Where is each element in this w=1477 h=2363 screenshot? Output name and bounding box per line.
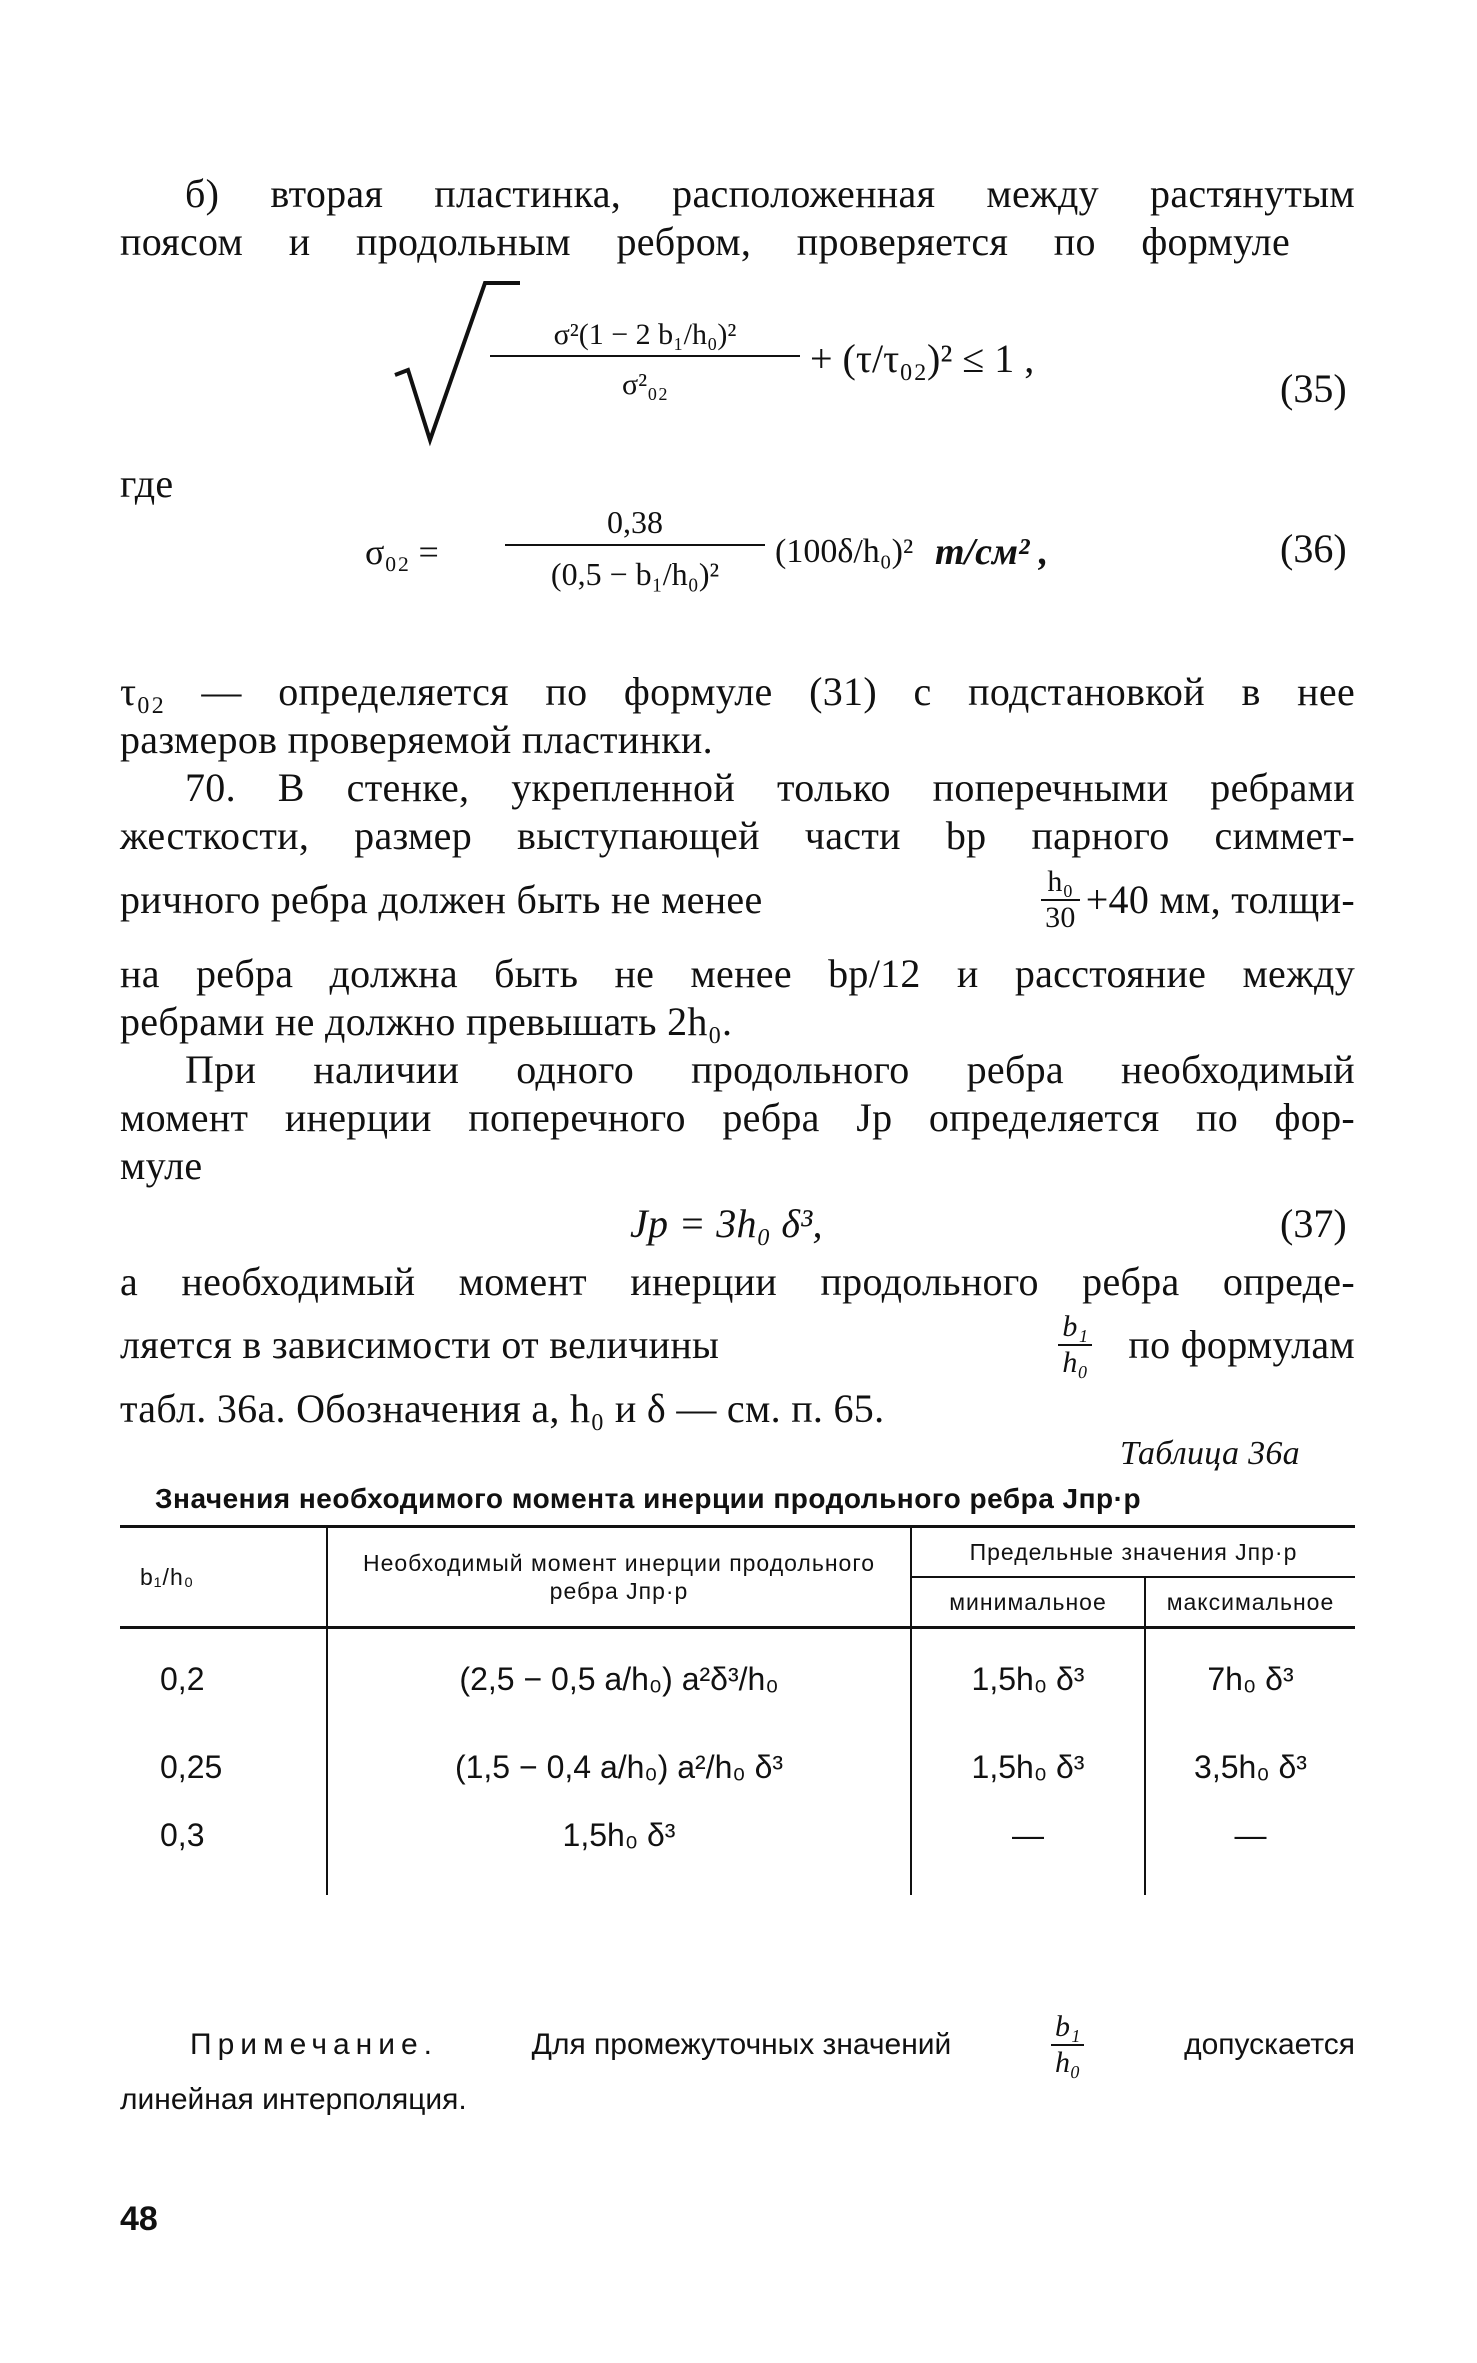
table-row — [120, 1795, 1355, 1895]
formula-35-rest: + (τ/τ₀₂)² ≤ 1 , — [810, 336, 1035, 381]
paragraph-b-line2: поясом и продольным ребром, проверяется по формуле — [120, 219, 1290, 264]
table-36a — [120, 1525, 1355, 1895]
equation-number-35: (35) — [1280, 366, 1347, 411]
formula-35-denominator: σ²₀₂ — [621, 368, 669, 401]
para-after-line2-text-a: ляется в зависимости от величины — [120, 1322, 720, 1367]
header-max: максимальное — [1145, 1577, 1355, 1628]
row2-moment: (1,5 − 0,4 a/h₀) a²/h₀ δ³ — [327, 1707, 911, 1795]
note-fraction-denominator: h₀ — [1054, 2046, 1081, 2079]
para-after-line2 — [120, 1305, 1355, 1385]
para70-fraction — [1041, 865, 1080, 935]
para-after-fraction — [1058, 1310, 1092, 1380]
para70-fraction-denominator: 30 — [1045, 901, 1076, 934]
paragraph-b-line1: б) вторая пластинка, расположенная между растянутым — [185, 171, 1355, 216]
equation-number-37: (37) — [1280, 1201, 1347, 1246]
formula-35 — [390, 275, 1090, 455]
row2-ratio: 0,25 — [160, 1749, 223, 1785]
para-after-line2-text-b: по формулам — [1128, 1322, 1355, 1367]
para70-fraction-numerator: h₀ — [1041, 865, 1080, 901]
formula-36-denominator: (0,5 − b₁/h₀)² — [550, 556, 720, 592]
para70-line3-text-a: ричного ребра должен быть не менее — [120, 877, 763, 922]
header-min: минимальное — [911, 1577, 1145, 1628]
header-ratio: b₁/h₀ — [140, 1564, 195, 1590]
para-after-fraction-denominator: h₀ — [1062, 1346, 1089, 1379]
para70-line5: ребрами не должно превышать 2h₀. — [120, 999, 733, 1044]
header-limits: Предельные значения Jпр·р — [911, 1527, 1355, 1578]
row1-max: 7h₀ δ³ — [1145, 1628, 1355, 1708]
formula-36-numerator: 0,38 — [505, 500, 765, 546]
para70-line3-text-b: +40 мм, толщи- — [1085, 877, 1355, 922]
para-long-line1: При наличии одного продольного ребра необходимый — [185, 1047, 1355, 1092]
formula-36-unit: т/см² , — [935, 531, 1049, 573]
row1-min: 1,5h₀ δ³ — [911, 1628, 1145, 1708]
table-row — [120, 1628, 1355, 1708]
table-label: Таблица 36а — [1120, 1435, 1300, 1472]
para70-line3 — [120, 860, 1355, 940]
header-moment: Необходимый момент инерции продольного ребра Jпр·р — [327, 1527, 911, 1628]
para-after-fraction-numerator: b₁ — [1058, 1310, 1092, 1346]
note-text-b: допускается — [1184, 2028, 1355, 2061]
note-fraction-numerator: b₁ — [1051, 2010, 1084, 2046]
para-long-line3: муле — [120, 1143, 203, 1188]
row2-min: 1,5h₀ δ³ — [911, 1707, 1145, 1795]
row3-min: — — [911, 1795, 1145, 1895]
tau-paragraph-line2: размеров проверяемой пластинки. — [120, 717, 713, 762]
tau-paragraph-line1: τ₀₂ — определяется по формуле (31) с подстановкой в нее — [120, 669, 1355, 714]
where-label: где — [120, 461, 174, 506]
note-fraction — [1051, 2010, 1084, 2080]
para-long-line2: момент инерции поперечного ребра Jр определяется по фор- — [120, 1095, 1355, 1140]
note-label: Примечание. — [190, 2028, 438, 2061]
formula-36-factor: (100δ/h₀)² — [775, 533, 914, 570]
para70-line4: на ребра должна быть не менее bр/12 и расстояние между — [120, 951, 1355, 996]
row1-moment: (2,5 − 0,5 a/h₀) a²δ³/h₀ — [327, 1628, 911, 1708]
table-caption: Значения необходимого момента инерции продольного ребра Jпр·р — [155, 1483, 1142, 1514]
formula-37: Jр = 3h₀ δ³, — [630, 1201, 823, 1246]
formula-36-lhs: σ₀₂ = — [365, 532, 439, 572]
row1-ratio: 0,2 — [160, 1661, 205, 1697]
para70-line1: 70. В стенке, укрепленной только поперечными ребрами — [185, 765, 1355, 810]
note-line2: линейная интерполяция. — [120, 2083, 467, 2116]
row3-ratio: 0,3 — [160, 1817, 205, 1853]
row3-max: — — [1145, 1795, 1355, 1895]
note-line1 — [190, 2010, 1355, 2080]
para-after-line1: а необходимый момент инерции продольного ребра опреде- — [120, 1259, 1355, 1304]
note-text-a: Для промежуточных значений — [531, 2028, 952, 2061]
table-row — [120, 1707, 1355, 1795]
page-number: 48 — [120, 2200, 158, 2238]
para-after-line3: табл. 36а. Обозначения a, h₀ и δ — см. п. 65. — [120, 1386, 885, 1431]
row2-max: 3,5h₀ δ³ — [1145, 1707, 1355, 1795]
formula-35-numerator: σ²(1 − 2 b₁/h₀)² — [490, 315, 800, 357]
row3-moment: 1,5h₀ δ³ — [327, 1795, 911, 1895]
equation-number-36: (36) — [1280, 526, 1347, 571]
formula-36 — [365, 500, 1125, 640]
para70-line2: жесткости, размер выступающей части bр парного симмет- — [120, 813, 1355, 858]
